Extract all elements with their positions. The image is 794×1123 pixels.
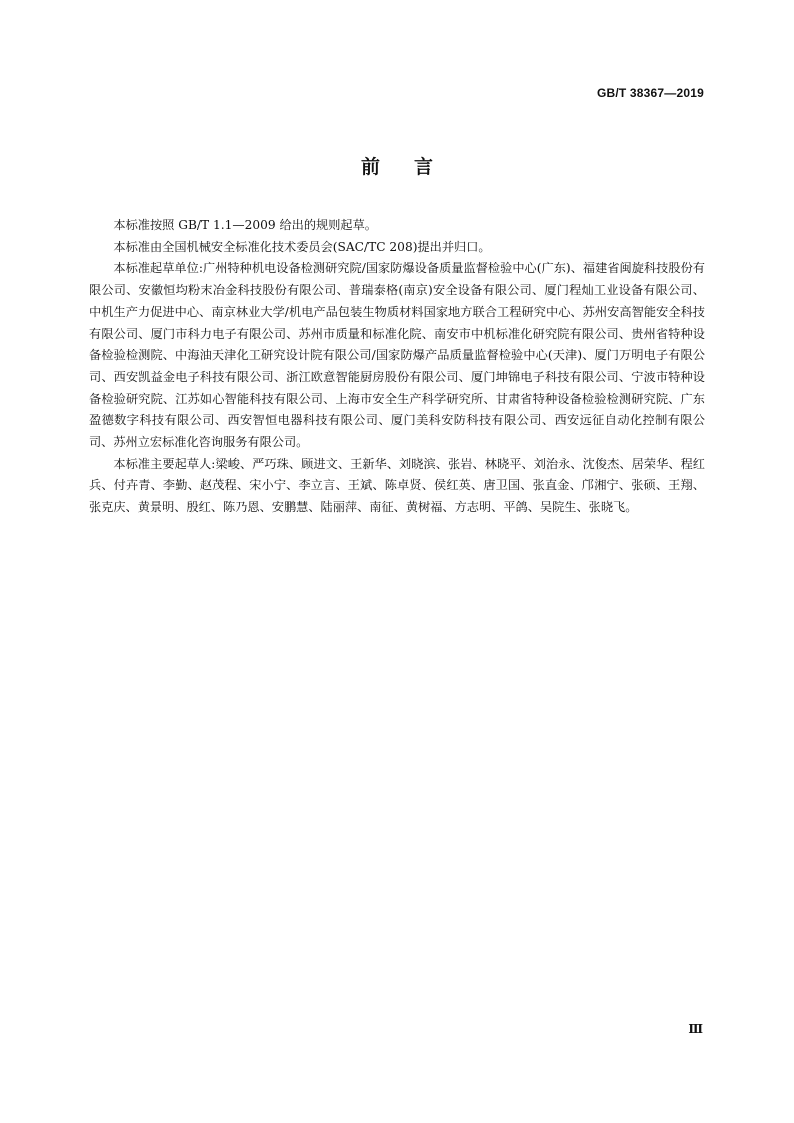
drafting-organizations-paragraph: 本标准起草单位:广州特种机电设备检测研究院/国家防爆设备质量监督检验中心(广东)、福建省闽旋科技股份有限公司、安徽恒均粉末冶金科技股份有限公司、普瑞泰格(南京)安全设备有限公司、厦门程灿工业设备有限公司、中机生产力促进中心、南京林业大学/机电产品包装生物质材料国家地方联合工程研究中心、苏州安高智能安全科技有限公司、厦门市科力电子有限公司、苏州市质量和标准化院、南安市中机标准化研究院有限公司、贵州省特种设备检验检测院、中海油天津化工研究设计院有限公司/国家防爆产品质量监督检验中心(天津)、厦门万明电子有限公司、西安凯益金电子科技有限公司、浙江欧意智能厨房股份有限公司、厦门坤锦电子科技有限公司、宁波市特种设备检验研究院、江苏如心智能科技有限公司、上海市安全生产科学研究所、甘肃省特种设备检验检测研究院、广东盈德数字科技有限公司、西安智恒电器科技有限公司、厦门美科安防科技有限公司、西安远征自动化控制有限公司、苏州立宏标准化咨询服务有限公司。	[89, 261, 705, 450]
drafting-rules-paragraph: 本标准按照 GB/T 1.1—2009 给出的规则起草。	[113, 218, 377, 232]
page-title: 前言	[360, 156, 467, 178]
proposing-committee-paragraph: 本标准由全国机械安全标准化技术委员会(SAC/TC 208)提出并归口。	[113, 239, 491, 254]
page-number: Ⅲ	[688, 1022, 703, 1036]
preface-body	[89, 215, 705, 519]
standard-number: GB/T 38367—2019	[596, 86, 704, 100]
drafters-paragraph: 本标准主要起草人:梁峻、严巧珠、顾进文、王新华、刘晓滨、张岩、林晓平、刘治永、沈俊杰、居荣华、程红兵、付卉青、李勤、赵茂程、宋小宁、李立言、王斌、陈卓贤、侯红英、唐卫国、张直金、邝湘宁、张硕、王翔、张克庆、黄景明、殷红、陈乃恩、安鹏慧、陆丽萍、南征、黄树福、方志明、平鸽、吴院生、张晓飞。	[89, 456, 705, 515]
